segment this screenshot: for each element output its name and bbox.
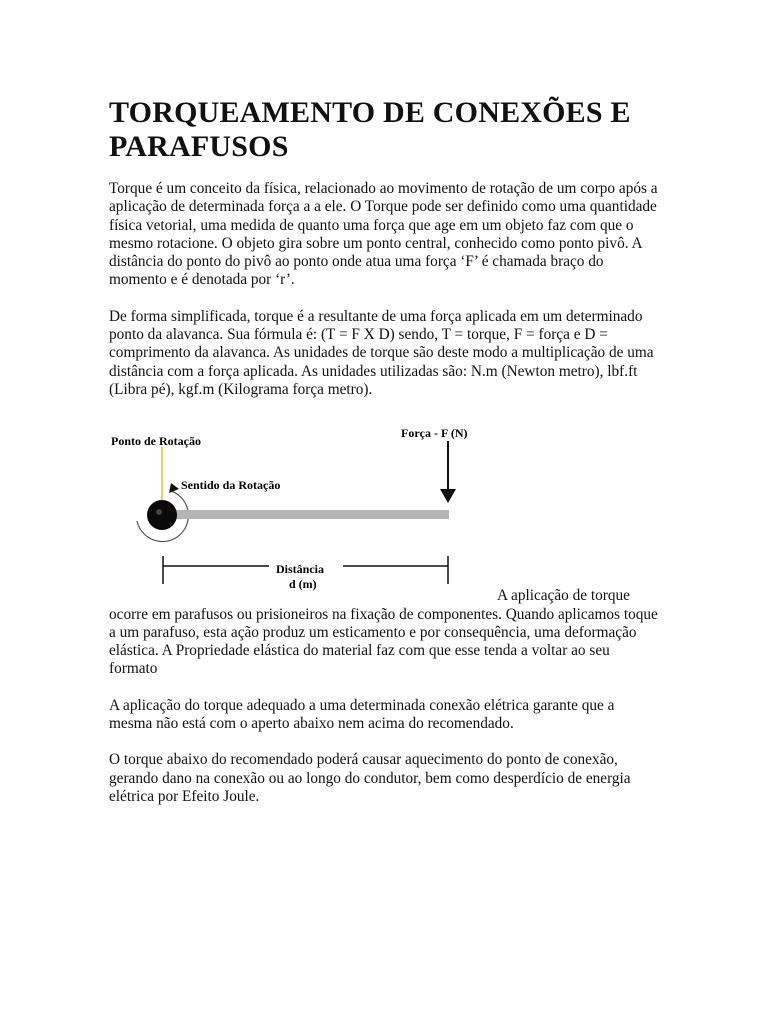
document-title: TORQUEAMENTO DE CONEXÕES E PARAFUSOS	[109, 96, 631, 163]
paragraph-torque-formula: De forma simplificada, torque é a resultante de uma força aplicada em um determinado ponto da alavanca. Sua fórmula é: (T = F X D) sendo, T = torque, F = força e D = comprimento da alavanca. As unidades de torque são deste modo a multiplicação de uma distância com a força aplicada. As unidades utilizadas são: N.m (Newton metro), lbf.ft (Libra pé), kgf.m (Kilograma força metro).	[109, 307, 654, 398]
label-distance-1: Distância	[276, 562, 324, 577]
document-page	[109, 96, 659, 824]
paragraph-torque-application	[109, 587, 659, 678]
torque-diagram	[109, 419, 497, 599]
torque-figure-block	[109, 419, 659, 678]
lever-bar	[173, 510, 449, 519]
rotation-arrow-head	[169, 483, 179, 493]
force-arrow-head	[440, 489, 456, 503]
label-pivot: Ponto de Rotação	[111, 434, 201, 449]
pivot-circle	[147, 500, 177, 530]
paragraph-low-torque: O torque abaixo do recomendado poderá causar aquecimento do ponto de conexão, gerando dano na conexão ou ao longo do condutor, bem como desperdício de energia elétrica por Efeito Joule.	[109, 751, 631, 805]
label-direction: Sentido da Rotação	[181, 478, 281, 493]
label-distance-2: d (m)	[289, 577, 317, 592]
label-force: Força - F (N)	[401, 426, 468, 441]
paragraph-adequate-torque: A aplicação do torque adequado a uma determinada conexão elétrica garante que a mesma não está com o aperto abaixo nem acima do recomendado.	[109, 696, 615, 733]
pivot-center	[156, 509, 162, 515]
paragraph-torque-application-rest: ocorre em parafusos ou prisioneiros na fixação de componentes. Quando aplicamos toque a um parafuso, esta ação produz um esticamento e por consequência, uma deformação elástica. A Propriedade elástica do material faz com que esse tenda a voltar ao seu formato	[109, 605, 658, 678]
paragraph-torque-application-first-line: A aplicação de torque	[497, 587, 630, 605]
paragraph-torque-definition: Torque é um conceito da física, relacionado ao movimento de rotação de um corpo após a aplicação de determinada força a a ele. O Torque pode ser definido como uma quantidade física vetorial, uma medida de quanto uma força que age em um objeto faz com que o mesmo rotacione. O objeto gira sobre um ponto central, conhecido como ponto pivô. A distância do ponto do pivô ao ponto onde atua uma força ‘F’ é chamada braço do momento e é denotada por ‘r’.	[109, 180, 658, 289]
